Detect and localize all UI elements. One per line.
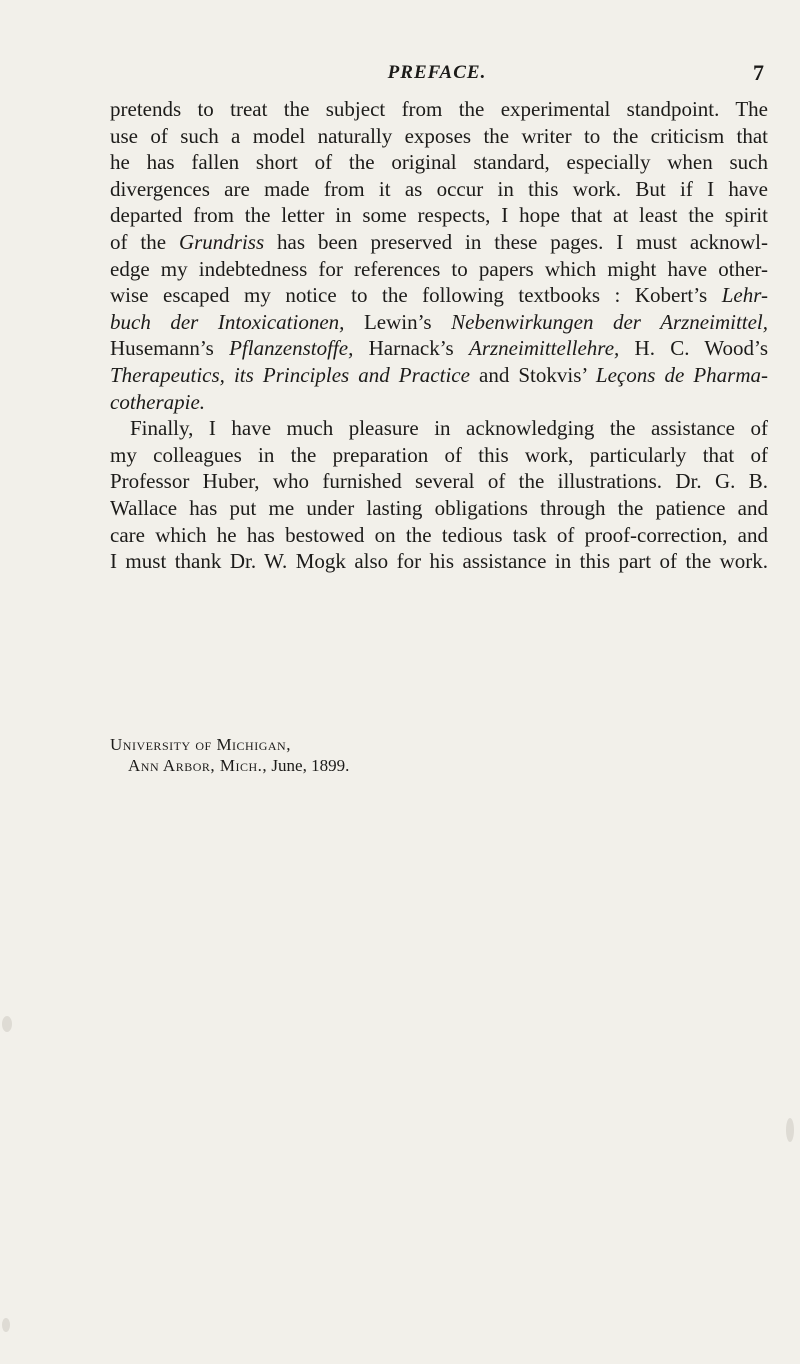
running-head (110, 56, 764, 90)
paper-stain (2, 1016, 12, 1032)
signature-place-date (110, 755, 349, 776)
signature-date: June, 1899. (267, 756, 350, 775)
text-line: buch der Intoxicationen, Lewin’s Nebenwirkungen der Arzneimittel, (110, 309, 769, 334)
text-line: wise escaped my notice to the following textbooks : Kobert’s Lehr- (110, 283, 768, 308)
text-line: departed from the letter in some respects, I hope that at least the spirit (110, 203, 768, 228)
text-line: Finally, I have much pleasure in acknowledging the assistance of (130, 416, 768, 441)
text-line: he has fallen short of the original standard, especially when such (110, 150, 768, 175)
text-line: Professor Huber, who furnished several of the illustrations. Dr. G. B. (110, 469, 768, 494)
text-line: Therapeutics, its Principles and Practice and Stokvis’ Leçons de Pharma- (110, 362, 768, 387)
book-title-lecons: Leçons de Pharma- (595, 362, 768, 387)
book-title-therapeutics: Therapeutics, its Principles and Practice (110, 362, 470, 387)
book-title-nebenwirkungen: Nebenwirkungen der Arzneimittel, (451, 309, 769, 334)
paper-stain (786, 1118, 794, 1142)
text-line: I must thank Dr. W. Mogk also for his assistance in this part of the work. (110, 549, 768, 574)
book-title-arzneimittellehre: Arzneimittellehre, (469, 336, 620, 361)
preface-body (110, 96, 768, 575)
book-title-lehrbuch-cont: buch der Intoxicationen, (110, 309, 345, 334)
text-line: edge my indebtedness for references to papers which might have other- (110, 256, 768, 281)
text-line: of the Grundriss has been preserved in these pages. I must acknowl- (110, 229, 768, 254)
book-title-pflanzenstoffe: Pflanzenstoffe, (229, 336, 354, 361)
signature-institution: University of Michigan, (110, 735, 291, 754)
text-line: use of such a model naturally exposes the writer to the criticism that (110, 123, 768, 148)
signature-block (110, 734, 349, 776)
book-title-lecons-cont: cotherapie. (110, 389, 206, 414)
page-number: 7 (753, 60, 764, 85)
text-line: pretends to treat the subject from the experimental standpoint. The (110, 97, 768, 121)
text-line (110, 389, 768, 416)
text-line: divergences are made from it as occur in this work. But if I have (110, 176, 768, 201)
book-title-grundriss: Grundriss (178, 229, 265, 254)
text-line: care which he has bestowed on the tedious task of proof-correction, and (110, 522, 768, 547)
running-head-title: PREFACE. (387, 62, 487, 83)
paper-stain (2, 1318, 10, 1332)
text-line: Wallace has put me under lasting obligations through the patience and (110, 495, 768, 520)
book-title-lehrbuch: Lehr- (721, 283, 768, 308)
text-line: Husemann’s Pflanzenstoffe, Harnack’s Arzneimittellehre, H. C. Wood’s (110, 336, 768, 361)
text-line: my colleagues in the preparation of this work, particularly that of (110, 442, 768, 467)
signature-place: Ann Arbor, Mich., (128, 756, 268, 775)
